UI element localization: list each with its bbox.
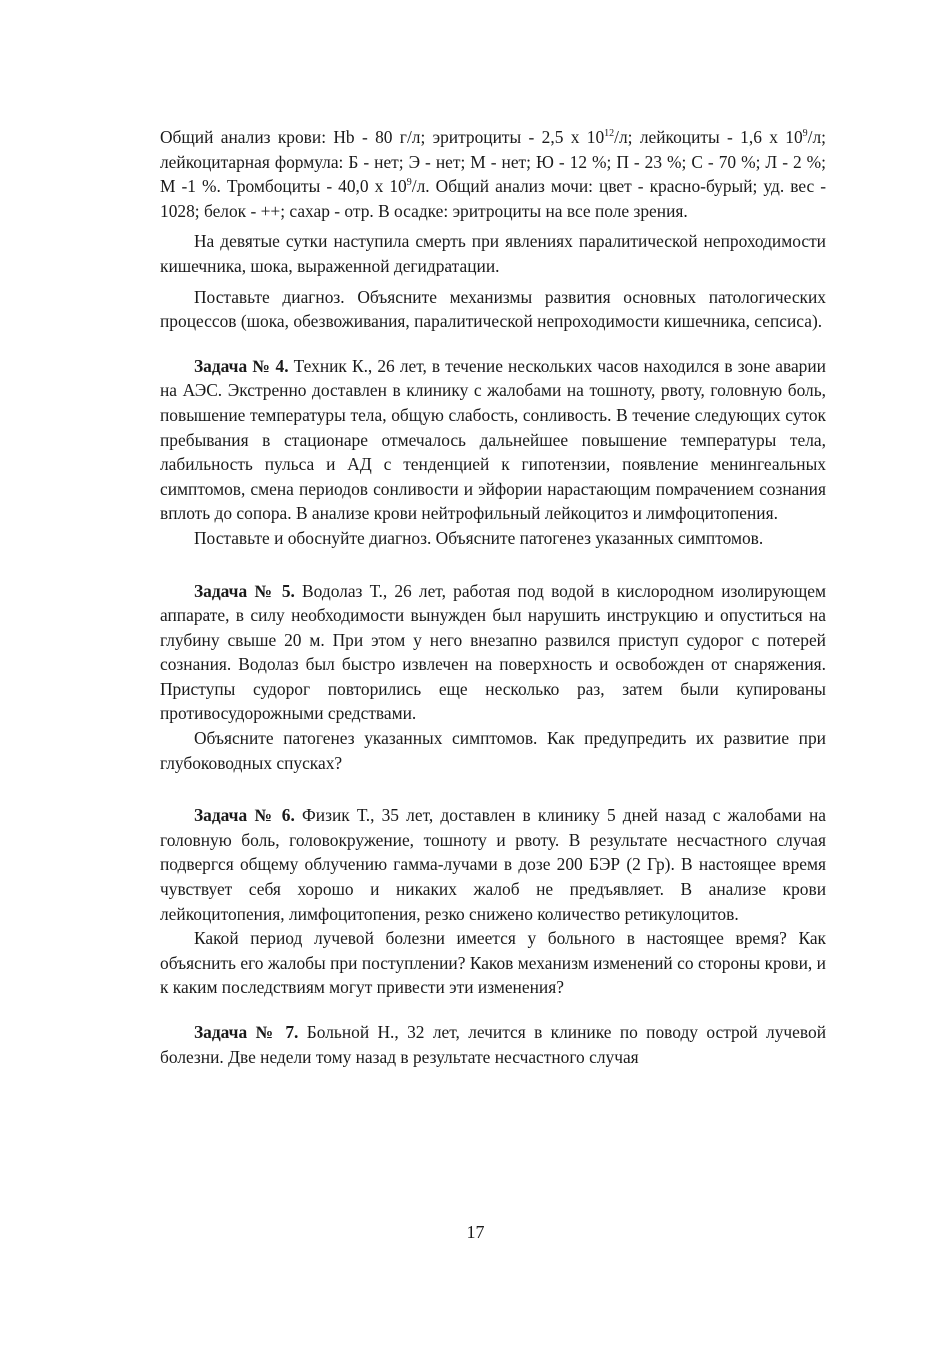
paragraph-text: /л; лейкоцитарная формула: Б - нет; Э - нет; М - нет; Ю - 12 %; П - 23 %; С - 70 %; Л - 2 %; М -1 %. Тромбоциты - 40,0 х 10 xyxy=(160,127,826,197)
paragraph-text: Физик Т., 35 лет, доставлен в клинику 5 дней назад с жалобами на головную боль, головокружение, тошноту и рвоту. В результате несчастного случая подвергся общему облучению гамма-лучами в дозе 200 БЭР (2 Гр). В настоящее время чувствует себя хорошо и никаких жалоб не предъявляет. В анализе крови лейкоцитопения, лимфоцитопения, резко снижено количество ретикулоцитов. xyxy=(160,805,826,924)
paragraph-text: Водолаз Т., 26 лет, работая под водой в кислородном изолирующем аппарате, в силу необходимости вынужден был нарушить инструкцию и опуститься на глубину свыше 20 м. При этом у него внезапно развился приступ судорог с потерей сознания. Водолаз был быстро извлечен на поверхность и освобожден от снаряжения. Приступы судорог повторились еще несколько раз, затем были купированы противосудорожными средствами. xyxy=(160,580,826,724)
superscript-exponent: 9 xyxy=(802,128,808,140)
task-title: Задача № 5. xyxy=(194,580,295,601)
paragraph xyxy=(160,285,826,334)
paragraph xyxy=(160,1020,826,1069)
paragraph xyxy=(160,354,826,526)
paragraph xyxy=(160,803,826,926)
paragraph-text: Общий анализ крови: Hb - 80 г/л; эритроциты - 2,5 х 10 xyxy=(160,127,605,147)
paragraph-text: Техник К., 26 лет, в течение нескольких часов находился в зоне аварии на АЭС. Экстренно доставлен в клинику с жалобами на тошноту, рвоту, головную боль, повышение температуры тела, общую слабость, сонливость. В течение следующих суток пребывания в стационаре отмечалось дальнейшее повышение температуры тела, лабильность пульса и АД с тенденцией к гипотензии, появление менингеальных симптомов, смена периодов сонливости и эйфории нарастающим помрачением сознания вплоть до сопора. В анализе крови нейтрофильный лейкоцитоз и лимфоцитопения. xyxy=(160,355,826,524)
paragraph-text: На девятые сутки наступила смерть при явлениях паралитической непроходимости кишечника, шока, выраженной дегидратации. xyxy=(160,231,826,276)
paragraph xyxy=(160,526,826,551)
paragraph-gap xyxy=(160,334,826,354)
paragraph-gap xyxy=(160,551,826,579)
paragraph xyxy=(160,726,826,775)
paragraph xyxy=(160,579,826,727)
paragraph-text: Поставьте диагноз. Объясните механизмы развития основных патологических процессов (шока, обезвоживания, паралитической непроходимости кишечника, сепсиса). xyxy=(160,286,826,332)
paragraph-text: Какой период лучевой болезни имеется у больного в настоящее время? Как объяснить его жалобы при поступлении? Каков механизм изменений со стороны крови, и к каким последствиям могут привести эти изменения? xyxy=(160,928,826,998)
paragraph-text: Больной Н., 32 лет, лечится в клинике по поводу острой лучевой болезни. Две недели тому назад в результате несчастного случая xyxy=(160,1022,826,1067)
paragraph-gap xyxy=(160,1000,826,1020)
superscript-exponent: 9 xyxy=(406,177,412,189)
paragraph xyxy=(160,926,826,1000)
superscript-exponent: 12 xyxy=(604,128,615,140)
paragraph xyxy=(160,229,826,278)
paragraph-text: Объясните патогенез указанных симптомов. Как предупредить их развитие при глубоководных спусках? xyxy=(160,728,826,773)
paragraph-text: /л; лейкоциты - 1,6 х 10 xyxy=(614,127,803,147)
task-title: Задача № 6. xyxy=(194,805,295,826)
page-number: 17 xyxy=(466,1222,485,1242)
document-body xyxy=(160,125,826,1069)
paragraph-gap xyxy=(160,775,826,803)
task-title: Задача № 4. xyxy=(194,355,289,376)
paragraph xyxy=(160,125,826,223)
paragraph-text: Поставьте и обоснуйте диагноз. Объясните патогенез указанных симптомов. xyxy=(194,527,764,548)
paragraph-text: /л. Общий анализ мочи: цвет - красно-бурый; уд. вес - 1028; белок - ++; сахар - отр. В осадке: эритроциты на все поле зрения. xyxy=(160,176,827,221)
task-title: Задача № 7. xyxy=(194,1022,299,1042)
